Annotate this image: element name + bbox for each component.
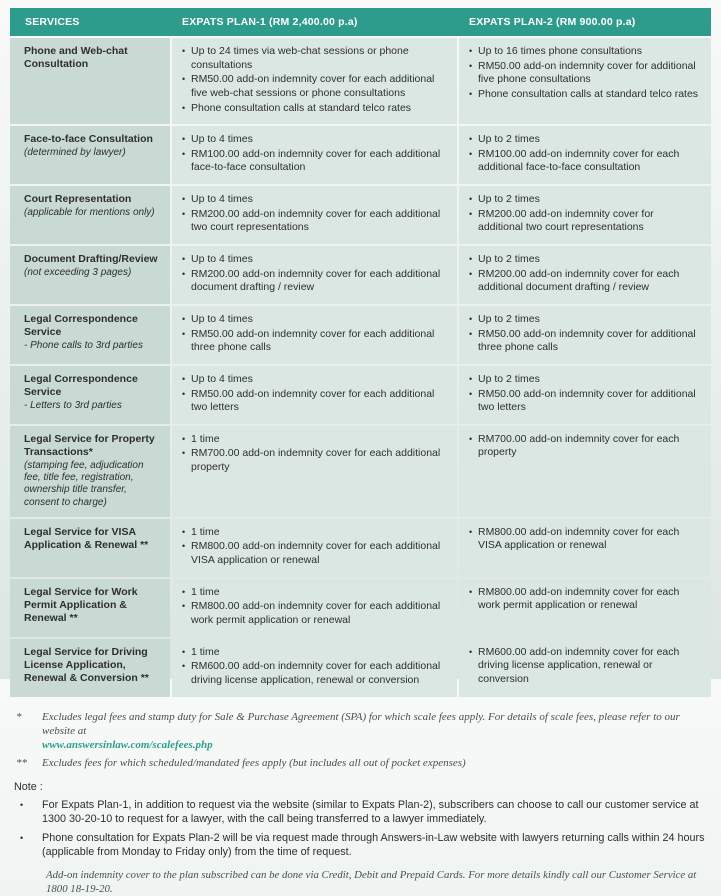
footnote-marker: ** (16, 757, 27, 770)
bullet-text: RM50.00 add-on indemnity cover for each additional five web-chat sessions or phone consultations (191, 73, 435, 99)
bullet-icon: • (469, 148, 473, 159)
bullet-icon: • (20, 832, 24, 843)
service-note: - Letters to 3rd parties (24, 400, 122, 412)
column-header-services: SERVICES (25, 16, 80, 28)
table-row (10, 126, 711, 184)
bullet-icon: • (182, 328, 186, 339)
footnote-scale-fees (14, 710, 707, 753)
bullet-icon: • (469, 646, 473, 657)
bullet-icon: • (469, 60, 473, 71)
bullet-icon: • (182, 388, 186, 399)
column-header-expats-plan-2: EXPATS PLAN-2 (RM 900.00 p.a) (469, 16, 636, 28)
service-name: Face-to-face Consultation (24, 133, 153, 146)
table-row (10, 519, 711, 577)
bullet-text: Up to 2 times (478, 312, 540, 325)
bullet-item (469, 373, 701, 387)
note-item-plan1 (14, 798, 707, 827)
bullet-text: RM50.00 add-on indemnity cover for each additional three phone calls (191, 327, 435, 354)
bullet-icon: • (469, 208, 473, 219)
plan1-cell (172, 519, 457, 577)
bullet-item (469, 268, 701, 295)
plans-comparison-table (10, 8, 711, 697)
table-row (10, 38, 711, 124)
bullet-item (469, 193, 701, 207)
bullet-icon: • (469, 388, 473, 399)
bullet-icon: • (20, 799, 24, 810)
bullet-icon: • (469, 268, 473, 279)
bullet-icon: • (469, 194, 473, 205)
bullet-text: Up to 2 times (478, 253, 540, 266)
bullet-text: RM50.00 add-on indemnity cover for each additional two letters (191, 387, 435, 414)
bullet-text: Up to 16 times phone consultations (478, 45, 643, 57)
service-note: (determined by lawyer) (24, 147, 126, 159)
bullet-icon: • (469, 313, 473, 324)
table-row (10, 246, 711, 304)
service-name: Legal Service for Driving License Application, Renewal & Conversion ** (24, 645, 149, 684)
bullet-item (469, 208, 701, 235)
footnote-text: Excludes fees for which scheduled/mandated fees apply (but includes all out of pocket expenses) (42, 757, 466, 770)
bullet-icon: • (182, 646, 186, 657)
bullet-item (182, 586, 447, 600)
bullet-item (182, 133, 447, 147)
bullet-item (469, 313, 701, 327)
bullet-text: RM600.00 add-on indemnity cover for each additional driving license application, renewal or conversion (191, 660, 441, 686)
bullet-text: RM800.00 add-on indemnity cover for each additional VISA application or renewal (191, 540, 441, 567)
table-header-row (10, 8, 711, 36)
bullet-item (469, 586, 701, 613)
bullet-text: RM800.00 add-on indemnity cover for each additional work permit application or renewal (191, 600, 441, 627)
bullet-icon: • (182, 268, 186, 279)
plan2-cell (459, 426, 711, 517)
bullet-item (469, 148, 701, 175)
bullet-text: Up to 2 times (478, 372, 540, 385)
plan2-cell (459, 366, 711, 424)
bullet-text: Phone consultation calls at standard telco rates (478, 87, 699, 100)
bullet-text: 1 time (191, 525, 220, 538)
bullet-icon: • (469, 526, 473, 537)
bullet-item (182, 102, 447, 116)
bullet-item (182, 388, 447, 415)
bullet-icon: • (182, 194, 186, 205)
bullet-icon: • (469, 254, 473, 265)
table-row (10, 426, 711, 517)
bullet-item (182, 600, 447, 627)
table-row (10, 366, 711, 424)
bullet-text: RM200.00 add-on indemnity cover for additional two court representations (478, 207, 654, 234)
note-text: Phone consultation for Expats Plan-2 will be via request made through Answers-in-Law website with lawyers returning calls within 24 hours (applicable from Monday to Friday only) from the time of request. (42, 831, 705, 859)
bullet-item (469, 388, 701, 415)
service-cell (10, 426, 170, 517)
note-label: Note : (14, 780, 43, 793)
bullet-item (182, 373, 447, 387)
bullet-text: Up to 4 times (191, 133, 253, 146)
closing-note: Add-on indemnity cover to the plan subscribed can be done via Credit, Debit and Prepaid Cards. For more details kindly call our Customer Service at 1800 18-19-20. (46, 869, 697, 896)
bullet-icon: • (182, 601, 186, 612)
bullet-item (182, 660, 447, 687)
bullet-item (182, 253, 447, 267)
bullet-item (469, 45, 701, 59)
bullet-text: RM50.00 add-on indemnity cover for additional five phone consultations (478, 59, 696, 86)
service-cell (10, 38, 170, 124)
bullet-text: RM100.00 add-on indemnity cover for each additional face-to-face consultation (191, 147, 441, 174)
bullet-item (469, 433, 701, 460)
bullet-icon: • (469, 586, 473, 597)
plan1-cell (172, 246, 457, 304)
bullet-item (182, 45, 447, 72)
bullet-icon: • (182, 208, 186, 219)
bullet-icon: • (182, 541, 186, 552)
service-name: Legal Service for Property Transactions* (24, 432, 155, 458)
plan1-cell (172, 306, 457, 364)
service-name: Legal Service for VISA Application & Renewal ** (24, 525, 149, 551)
footnote-marker: * (16, 710, 22, 723)
footnote-text: Excludes legal fees and stamp duty for Sale & Purchase Agreement (SPA) for which scale fees apply. For details of scale fees, please refer to our website at www.answersinlaw.com/scalefees.php (42, 710, 707, 753)
bullet-item (469, 328, 701, 355)
bullet-icon: • (182, 102, 186, 113)
bullet-icon: • (182, 373, 186, 384)
bullet-item (469, 526, 701, 553)
bullet-text: RM800.00 add-on indemnity cover for each VISA application or renewal (478, 525, 680, 552)
bullet-text: RM100.00 add-on indemnity cover for each additional face-to-face consultation (478, 147, 680, 174)
bullet-text: RM800.00 add-on indemnity cover for each work permit application or renewal (478, 585, 680, 612)
plan1-cell (172, 579, 457, 637)
plan2-cell (459, 38, 711, 124)
plan1-cell (172, 639, 457, 697)
service-cell (10, 366, 170, 424)
bullet-icon: • (182, 148, 186, 159)
bullet-text: RM200.00 add-on indemnity cover for each additional two court representations (191, 207, 441, 234)
plan1-cell (172, 366, 457, 424)
bullet-text: Up to 4 times (191, 253, 253, 266)
bullet-icon: • (182, 448, 186, 459)
bullet-text: RM50.00 add-on indemnity cover for additional two letters (478, 387, 696, 414)
bullet-text: Up to 4 times (191, 312, 253, 325)
bullet-text: Up to 24 times via web-chat sessions or phone consultations (191, 45, 409, 71)
bullet-item (182, 447, 447, 474)
plan2-cell (459, 639, 711, 697)
bullet-icon: • (182, 433, 186, 444)
plan1-cell (172, 426, 457, 517)
service-name: Court Representation (24, 193, 132, 206)
service-name: Legal Service for Work Permit Application & Renewal ** (24, 585, 138, 624)
plan2-cell (459, 186, 711, 244)
table-row (10, 639, 711, 697)
bullet-item (182, 313, 447, 327)
bullet-item (182, 148, 447, 175)
plan2-cell (459, 126, 711, 184)
bullet-icon: • (469, 328, 473, 339)
bullet-item (182, 328, 447, 355)
scale-fees-link[interactable]: www.answersinlaw.com/scalefees.php (42, 739, 213, 752)
bullet-text: Up to 4 times (191, 193, 253, 206)
service-cell (10, 306, 170, 364)
bullet-text: RM700.00 add-on indemnity cover for each property (478, 432, 680, 459)
bullet-icon: • (182, 46, 186, 56)
bullet-item (182, 526, 447, 540)
footnote-scheduled-fees (14, 756, 707, 770)
bullet-icon: • (469, 134, 473, 145)
bullet-icon: • (182, 254, 186, 265)
bullet-text: Up to 2 times (478, 133, 540, 146)
bullet-item (469, 646, 701, 687)
plan2-cell (459, 306, 711, 364)
bullet-text: Phone consultation calls at standard telco rates (191, 101, 412, 114)
bullet-icon: • (182, 586, 186, 597)
column-header-expats-plan-1: EXPATS PLAN-1 (RM 2,400.00 p.a) (182, 16, 358, 28)
service-note: (applicable for mentions only) (24, 207, 155, 219)
bullet-text: 1 time (191, 585, 220, 598)
bullet-item (182, 646, 447, 660)
service-cell (10, 639, 170, 697)
bullet-text: Up to 2 times (478, 193, 540, 206)
note-text: For Expats Plan-1, in addition to request via the website (similar to Expats Plan-2), subscribers can choose to call our customer service at 1300 30-20-10 to request for a lawyer, with the call being transferred to a lawyer immediately. (42, 798, 699, 826)
bullet-text: RM700.00 add-on indemnity cover for each additional property (191, 447, 441, 474)
bullet-icon: • (182, 313, 186, 324)
bullet-text: RM200.00 add-on indemnity cover for each additional document drafting / review (478, 267, 680, 294)
service-cell (10, 579, 170, 637)
note-section (14, 781, 707, 896)
bullet-item (469, 133, 701, 147)
table-row (10, 306, 711, 364)
bullet-item (182, 208, 447, 235)
service-note: (not exceeding 3 pages) (24, 267, 132, 279)
bullet-item (182, 268, 447, 295)
service-name: Phone and Web-chat Consultation (24, 45, 128, 71)
service-note: - Phone calls to 3rd parties (24, 340, 143, 352)
bullet-icon: • (182, 134, 186, 145)
plan2-cell (459, 519, 711, 577)
plan2-cell (459, 246, 711, 304)
note-item-plan2 (14, 831, 707, 860)
plan1-cell (172, 126, 457, 184)
bullet-text: 1 time (191, 645, 220, 658)
bullet-icon: • (469, 46, 473, 56)
service-cell (10, 246, 170, 304)
bullet-item (182, 193, 447, 207)
bullet-text: RM200.00 add-on indemnity cover for each additional document drafting / review (191, 267, 441, 294)
table-body (10, 38, 711, 697)
plan1-cell (172, 38, 457, 124)
service-name: Legal Correspondence Service (24, 372, 138, 399)
bullet-text: RM600.00 add-on indemnity cover for each driving license application, renewal or conversion (478, 645, 680, 685)
bullet-text: RM50.00 add-on indemnity cover for additional three phone calls (478, 327, 696, 354)
plan1-cell (172, 186, 457, 244)
service-cell (10, 126, 170, 184)
bullet-icon: • (182, 74, 186, 85)
bullet-item (469, 253, 701, 267)
service-cell (10, 519, 170, 577)
bullet-item (182, 540, 447, 567)
table-row (10, 579, 711, 637)
bullet-item (469, 60, 701, 87)
service-note: (stamping fee, adjudication fee, title fee, registration, ownership title transfer, consent to charge) (24, 460, 144, 508)
bullet-icon: • (469, 373, 473, 384)
footnotes (14, 710, 707, 771)
bullet-item (469, 88, 701, 102)
bullet-icon: • (182, 661, 186, 672)
service-cell (10, 186, 170, 244)
bullet-icon: • (469, 88, 473, 99)
service-name: Legal Correspondence Service (24, 312, 138, 339)
plan2-cell (459, 579, 711, 637)
service-name: Document Drafting/Review (24, 253, 158, 266)
bullet-icon: • (182, 526, 186, 537)
bullet-text: 1 time (191, 432, 220, 445)
bullet-item (182, 73, 447, 100)
bullet-text: Up to 4 times (191, 372, 253, 385)
table-row (10, 186, 711, 244)
bullet-item (182, 433, 447, 447)
bullet-icon: • (469, 433, 473, 444)
